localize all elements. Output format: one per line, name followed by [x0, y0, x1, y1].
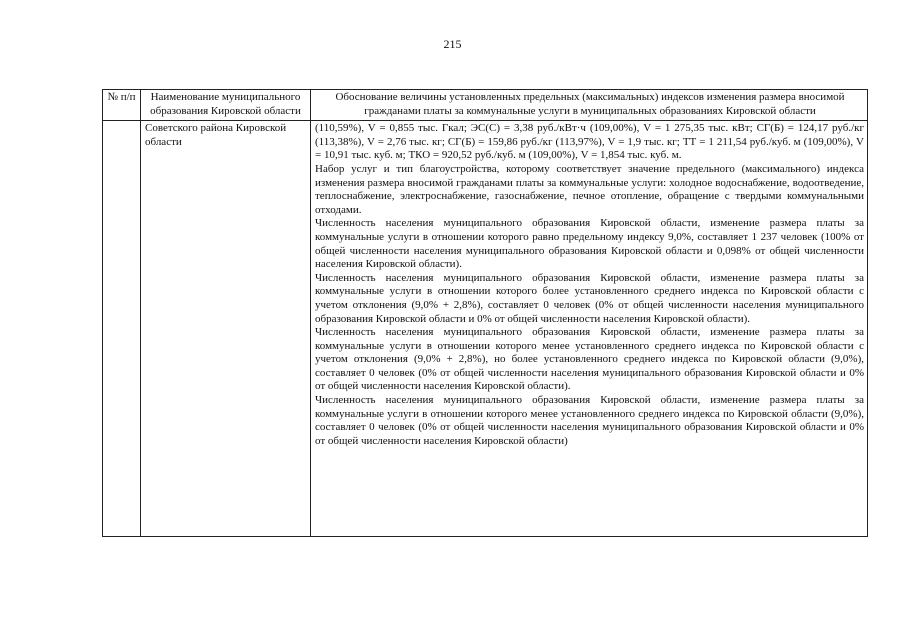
basis-paragraph-population-above: Численность населения муниципального образования Кировской области, изменение размера платы за коммунальные услуги в отношении которого более установленного среднего индекса по Кировской области с учетом отклонения (9,0% + 2,8%), составляет 0 человек (0% от общей численности населения муниципального образования Кировской области и 0% от общей численности населения Кировской области). — [315, 271, 864, 325]
basis-paragraph-tariffs: (110,59%), V = 0,855 тыс. Гкал; ЭС(С) = 3,38 руб./кВт·ч (109,00%), V = 1 275,35 тыс. кВт; СГ(Б) = 124,17 руб./кг (113,38%), V = 2,76 тыс. кг; СГ(Б) = 159,86 руб./кг (113,97%), V = 1,9 тыс. кг; ТТ = 1 211,54 руб./куб. м (109,00%), V = 10,91 тыс. куб. м; ТКО = 920,52 руб./куб. м (109,00%), V = 1,854 тыс. куб. м. — [315, 122, 864, 162]
basis-paragraph-population-equal: Численность населения муниципального образования Кировской области, изменение размера платы за коммунальные услуги в отношении которого равно предельному индексу 9,0%, составляет 1 237 человек (100% от общей численности населения муниципального образования Кировской области и 0,098% от общей численности населения Кировской области). — [315, 217, 864, 271]
table-row — [103, 121, 868, 537]
header-basis: Обоснование величины установленных предельных (максимальных) индексов изменения размера вносимой гражданами платы за коммунальные услуги в муниципальных образованиях Кировской области — [311, 90, 868, 121]
basis-paragraph-population-below: Численность населения муниципального образования Кировской области, изменение размера платы за коммунальные услуги в отношении которого менее установленного среднего индекса по Кировской области (9,0%), составляет 0 человек (0% от общей численности населения муниципального образования Кировской области и 0% от общей численности населения Кировской области) — [315, 394, 864, 447]
basis-paragraph-population-between: Численность населения муниципального образования Кировской области, изменение размера платы за коммунальные услуги в отношении которого менее установленного среднего индекса по Кировской области с учетом отклонения (9,0% + 2,8%), но более установленного среднего индекса по Кировской области (9,0%), составляет 0 человек (0% от общей численности населения муниципального образования Кировской области и 0% от общей численности населения Кировской области). — [315, 326, 864, 393]
row-number — [103, 121, 141, 537]
table-header-row — [103, 90, 868, 121]
indices-table — [102, 89, 868, 537]
header-number: № п/п — [103, 90, 141, 121]
page-number: 215 — [443, 37, 462, 51]
row-basis — [311, 121, 868, 537]
row-municipality: Советского района Кировской области — [141, 121, 311, 537]
basis-paragraph-services: Набор услуг и тип благоустройства, которому соответствует значение предельного (максимального) индекса изменения размера вносимой гражданами платы за коммунальные услуги: холодное водоснабжение, водоотведение, теплоснабжение, электроснабжение, газоснабжение, печное отопление, обращение с твердыми коммунальными отходами. — [315, 162, 864, 216]
header-municipality: Наименование муниципального образования Кировской области — [141, 90, 311, 121]
